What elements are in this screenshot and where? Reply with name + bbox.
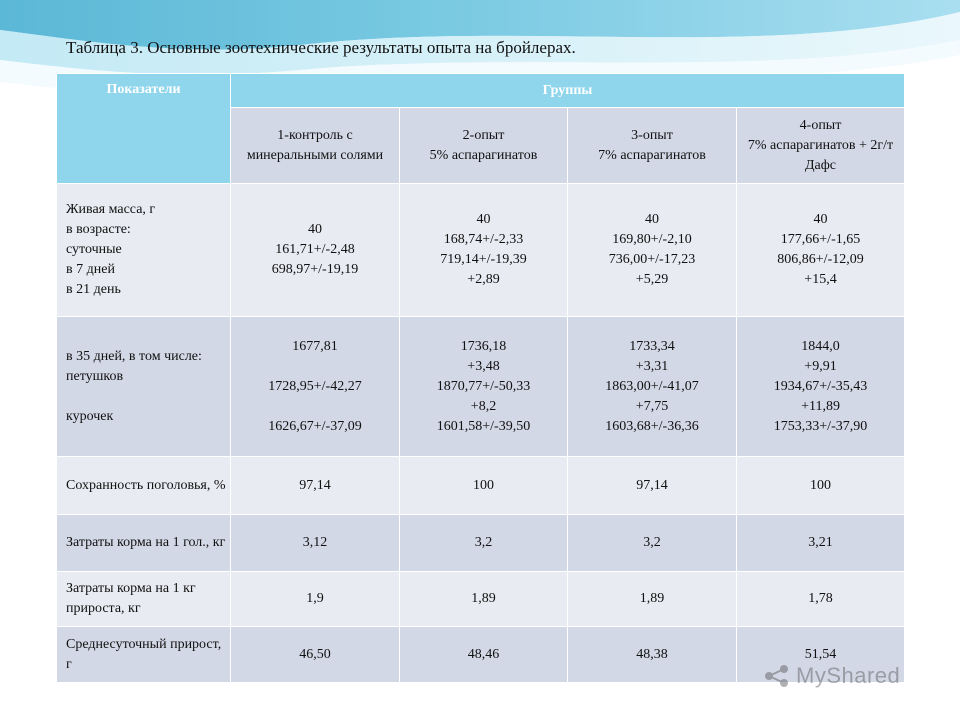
cell-value: 40 177,66+/-1,65 806,86+/-12,09 +15,4 — [737, 184, 905, 317]
header-groups: Группы — [231, 74, 905, 108]
row-label: в 35 дней, в том числе: петушков курочек — [57, 317, 231, 457]
cell-value: 97,14 — [231, 457, 400, 515]
cell-value: 40 168,74+/-2,33 719,14+/-19,39 +2,89 — [400, 184, 568, 317]
table-row — [57, 184, 905, 317]
results-table — [56, 73, 905, 683]
row-label: Затраты корма на 1 кг прироста, кг — [57, 572, 231, 627]
table-row — [57, 457, 905, 515]
cell-value: 3,12 — [231, 515, 400, 572]
cell-value: 40 161,71+/-2,48 698,97+/-19,19 — [231, 184, 400, 317]
cell-value: 97,14 — [568, 457, 737, 515]
cell-value: 1736,18 +3,48 1870,77+/-50,33 +8,2 1601,58+/-39,50 — [400, 317, 568, 457]
table-row — [57, 317, 905, 457]
table-row — [57, 572, 905, 627]
cell-value: 46,50 — [231, 627, 400, 683]
table-row — [57, 515, 905, 572]
row-label: Живая масса, г в возрасте: суточные в 7 дней в 21 день — [57, 184, 231, 317]
row-label: Среднесуточный прирост, г — [57, 627, 231, 683]
cell-value: 100 — [400, 457, 568, 515]
group-name: 2-опыт 5% аспарагинатов — [400, 108, 568, 184]
watermark-text: MyShared — [796, 663, 901, 688]
cell-value: 3,2 — [568, 515, 737, 572]
share-icon — [764, 664, 790, 688]
cell-value: 48,38 — [568, 627, 737, 683]
cell-value: 51,54 — [737, 627, 905, 683]
cell-value: 1,78 — [737, 572, 905, 627]
group-name: 3-опыт 7% аспарагинатов — [568, 108, 737, 184]
cell-value: 3,21 — [737, 515, 905, 572]
row-label: Затраты корма на 1 гол., кг — [57, 515, 231, 572]
row-label: Сохранность поголовья, % — [57, 457, 231, 515]
group-name: 1-контроль с минеральными солями — [231, 108, 400, 184]
watermark — [764, 662, 914, 690]
cell-value: 100 — [737, 457, 905, 515]
cell-value: 1,89 — [568, 572, 737, 627]
cell-value: 1844,0 +9,91 1934,67+/-35,43 +11,89 1753,33+/-37,90 — [737, 317, 905, 457]
cell-value: 1733,34 +3,31 1863,00+/-41,07 +7,75 1603,68+/-36,36 — [568, 317, 737, 457]
header-indicators: Показатели — [57, 74, 231, 184]
cell-value: 40 169,80+/-2,10 736,00+/-17,23 +5,29 — [568, 184, 737, 317]
cell-value: 48,46 — [400, 627, 568, 683]
cell-value: 3,2 — [400, 515, 568, 572]
table-caption: Таблица 3. Основные зоотехнические результаты опыта на бройлерах. — [66, 38, 576, 57]
cell-value: 1677,81 1728,95+/-42,27 1626,67+/-37,09 — [231, 317, 400, 457]
group-name: 4-опыт 7% аспарагинатов + 2г/т Дафс — [737, 108, 905, 184]
cell-value: 1,9 — [231, 572, 400, 627]
cell-value: 1,89 — [400, 572, 568, 627]
